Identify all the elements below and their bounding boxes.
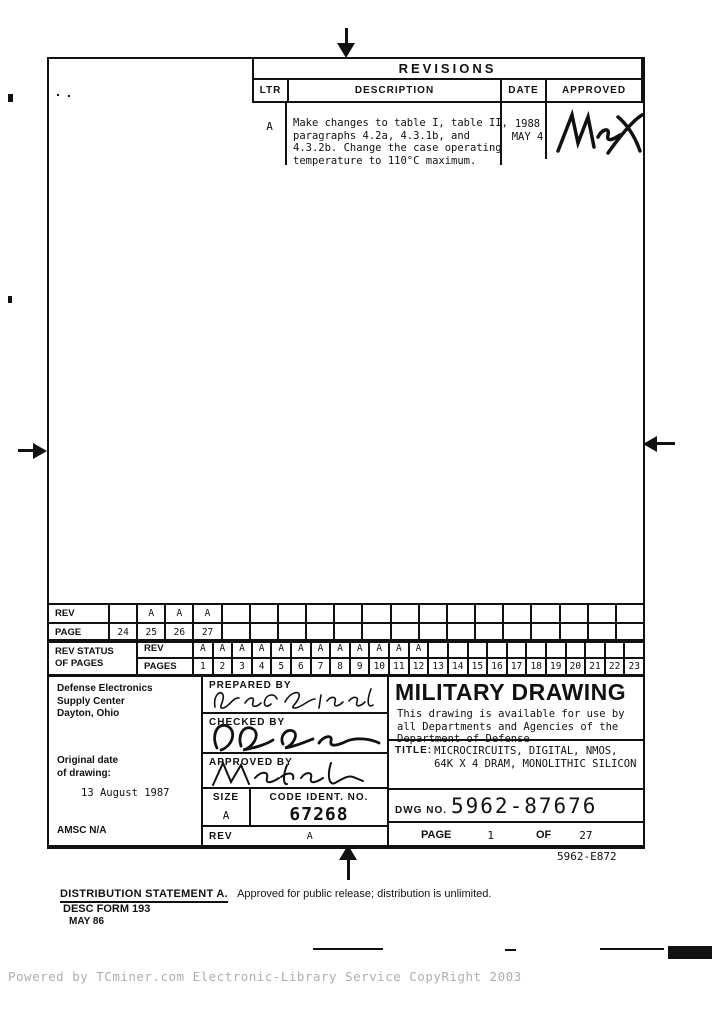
grid-cell: 17 — [508, 659, 528, 675]
grid-cell: A — [292, 641, 312, 657]
grid-cell: 20 — [567, 659, 587, 675]
status-page-cells — [194, 659, 643, 675]
grid-cell — [363, 605, 391, 622]
revisions-header-row — [252, 78, 643, 103]
scan-artifact — [313, 948, 383, 950]
grid-cell — [223, 605, 251, 622]
title-label: TITLE: — [395, 745, 433, 756]
bottom-arrow-line — [347, 859, 350, 880]
revisions-header-description: DESCRIPTION — [289, 80, 502, 101]
grid-cell — [251, 605, 279, 622]
grid-cell: 4 — [253, 659, 273, 675]
title-block-middle — [203, 677, 389, 847]
revisions-header-approved: APPROVED — [561, 85, 627, 96]
grid-cell — [392, 605, 420, 622]
right-arrow-line — [657, 442, 675, 445]
scan-noise — [8, 94, 13, 102]
grid-cell: 16 — [488, 659, 508, 675]
grid-cell — [617, 605, 643, 622]
revisions-table — [252, 57, 643, 181]
original-date-value: 13 August 1987 — [81, 787, 170, 799]
rev-status-label: REV STATUS OF PAGES — [49, 641, 138, 674]
revision-approved-signature — [552, 105, 644, 170]
title-block-right — [389, 677, 643, 847]
prepared-by-signature — [207, 683, 379, 718]
revisions-header-date: DATE — [502, 80, 547, 101]
grid-cell: 12 — [410, 659, 430, 675]
grid-cell: 5 — [272, 659, 292, 675]
page-value: 1 — [487, 828, 494, 842]
distribution-statement — [60, 888, 491, 900]
grid-cell: 2 — [214, 659, 234, 675]
grid-cell: 15 — [469, 659, 489, 675]
code-ident-label: CODE IDENT. NO. — [269, 791, 369, 803]
checked-by-label: CHECKED BY — [209, 717, 286, 729]
grid-cell — [420, 605, 448, 622]
revision-letter: A — [266, 120, 273, 133]
approved-by-label: APPROVED BY — [209, 756, 293, 768]
grid-cell: 26 — [166, 624, 194, 641]
amsc: AMSC N/A — [57, 825, 107, 836]
grid-cell — [449, 641, 469, 657]
grid-cell — [589, 605, 617, 622]
right-arrow-icon — [643, 436, 657, 452]
of-label: OF — [535, 829, 552, 842]
revision-description: Make changes to table I, table II, paragraphs 4.2a, 4.3.1b, and 4.3.2b. Change the case operating temperature to 110°C maximum. — [293, 117, 508, 167]
grid-cell — [476, 605, 504, 622]
scan-artifact — [668, 946, 712, 959]
grid-cell — [567, 641, 587, 657]
grid-cell: 7 — [312, 659, 332, 675]
distribution-statement-label: DISTRIBUTION STATEMENT A. — [60, 888, 228, 903]
code-ident-value: 67268 — [289, 803, 349, 825]
revisions-title: REVISIONS — [252, 57, 643, 78]
rev-value: A — [306, 831, 313, 843]
org-name: Defense Electronics Supply Center Dayton, Ohio — [57, 683, 153, 719]
grid-cell: 27 — [194, 624, 222, 641]
grid-cell: 11 — [390, 659, 410, 675]
grid-cell: A — [194, 605, 222, 622]
scan-noise — [68, 95, 70, 97]
grid-cell — [307, 605, 335, 622]
size-value: A — [222, 808, 230, 822]
desc-form-id: DESC FORM 193 — [63, 903, 151, 915]
grid-cell: 14 — [449, 659, 469, 675]
scan-artifact — [505, 949, 516, 951]
dwg-no-label: DWG NO. — [395, 804, 447, 816]
drawing-title: MICROCIRCUITS, DIGITAL, NMOS, 64K X 4 DRAM, MONOLITHIC SILICON — [434, 745, 637, 770]
form-number: 5962-E872 — [557, 850, 617, 863]
code-ident-cell — [251, 789, 387, 825]
title-block-left — [49, 677, 203, 847]
revisions-header-ltr: LTR — [254, 80, 289, 101]
grid-cell: A — [194, 641, 214, 657]
grid-cell: A — [331, 641, 351, 657]
left-arrow-icon — [33, 443, 47, 459]
rev-label: REV — [209, 831, 233, 843]
grid-cell — [279, 605, 307, 622]
revisions-body — [252, 103, 643, 181]
top-arrow-icon — [337, 43, 355, 58]
grid-cell: A — [312, 641, 332, 657]
grid-cell — [488, 641, 508, 657]
status-rev-label: REV — [138, 641, 194, 657]
grid-cell: A — [253, 641, 273, 657]
grid-cell — [586, 641, 606, 657]
grid-cell — [625, 641, 643, 657]
size-cell — [203, 789, 251, 825]
grid-cell: A — [166, 605, 194, 622]
of-value: 27 — [579, 828, 593, 842]
grid-cell: 23 — [628, 660, 640, 672]
page-rev-grid — [47, 603, 645, 643]
grid-cell: 6 — [292, 659, 312, 675]
grid-cell — [429, 641, 449, 657]
grid-cell: A — [138, 605, 166, 622]
status-pages-label: PAGES — [138, 659, 194, 675]
grid-cell — [508, 641, 528, 657]
grid-cell — [547, 641, 567, 657]
military-drawing-title: MILITARY DRAWING — [395, 679, 627, 705]
grid-cell — [448, 605, 476, 622]
grid-cell — [527, 641, 547, 657]
original-date-label: Original date of drawing: — [57, 755, 119, 779]
watermark: Powered by TCminer.com Electronic-Library Service CopyRight 2003 — [8, 969, 522, 984]
prepared-by-label: PREPARED BY — [209, 680, 292, 691]
grid-cell: 25 — [138, 624, 166, 641]
grid-page-label: PAGE — [49, 624, 110, 641]
grid-cell: A — [233, 641, 253, 657]
grid-cell — [561, 605, 589, 622]
grid-cell: 10 — [370, 659, 390, 675]
grid-cell: 1 — [194, 659, 214, 675]
grid-cell — [532, 605, 560, 622]
grid-cell: 13 — [429, 659, 449, 675]
grid-cell: 18 — [527, 659, 547, 675]
grid-cell: 24 — [110, 624, 138, 641]
scan-noise — [57, 94, 59, 96]
grid-cell: 22 — [606, 659, 626, 675]
grid-cell: A — [214, 641, 234, 657]
grid-cell: 19 — [547, 659, 567, 675]
grid-rev-label: REV — [49, 605, 110, 622]
grid-cell: 9 — [351, 659, 371, 675]
status-rev-cells — [194, 641, 643, 657]
grid-cell: A — [272, 641, 292, 657]
title-block — [47, 675, 645, 849]
scan-artifact — [600, 948, 664, 950]
grid-cell — [504, 605, 532, 622]
grid-cell: A — [351, 641, 371, 657]
revision-date: 1988 MAY 4 — [511, 118, 544, 143]
grid-cell: 21 — [586, 659, 606, 675]
grid-cell — [110, 605, 138, 622]
grid-cell: 3 — [233, 659, 253, 675]
scan-noise — [8, 296, 12, 303]
rev-status-grid — [47, 639, 645, 676]
grid-cell — [606, 641, 626, 657]
distribution-statement-text: Approved for public release; distribution is unlimited. — [237, 888, 492, 900]
page-label: PAGE — [421, 829, 452, 842]
grid-cell: 8 — [331, 659, 351, 675]
dwg-no-value: 5962-87676 — [451, 793, 598, 818]
size-label: SIZE — [212, 791, 240, 803]
grid-rev-cells — [110, 605, 643, 622]
revisions-divider — [285, 103, 287, 165]
military-drawing-text: This drawing is available for use by all Departments and Agencies of the Department of Defense — [397, 708, 625, 745]
grid-cell — [469, 641, 489, 657]
grid-cell: A — [390, 641, 410, 657]
desc-form-date: MAY 86 — [69, 916, 105, 927]
grid-cell — [335, 605, 363, 622]
grid-cell: A — [370, 641, 390, 657]
grid-cell: A — [410, 641, 430, 657]
